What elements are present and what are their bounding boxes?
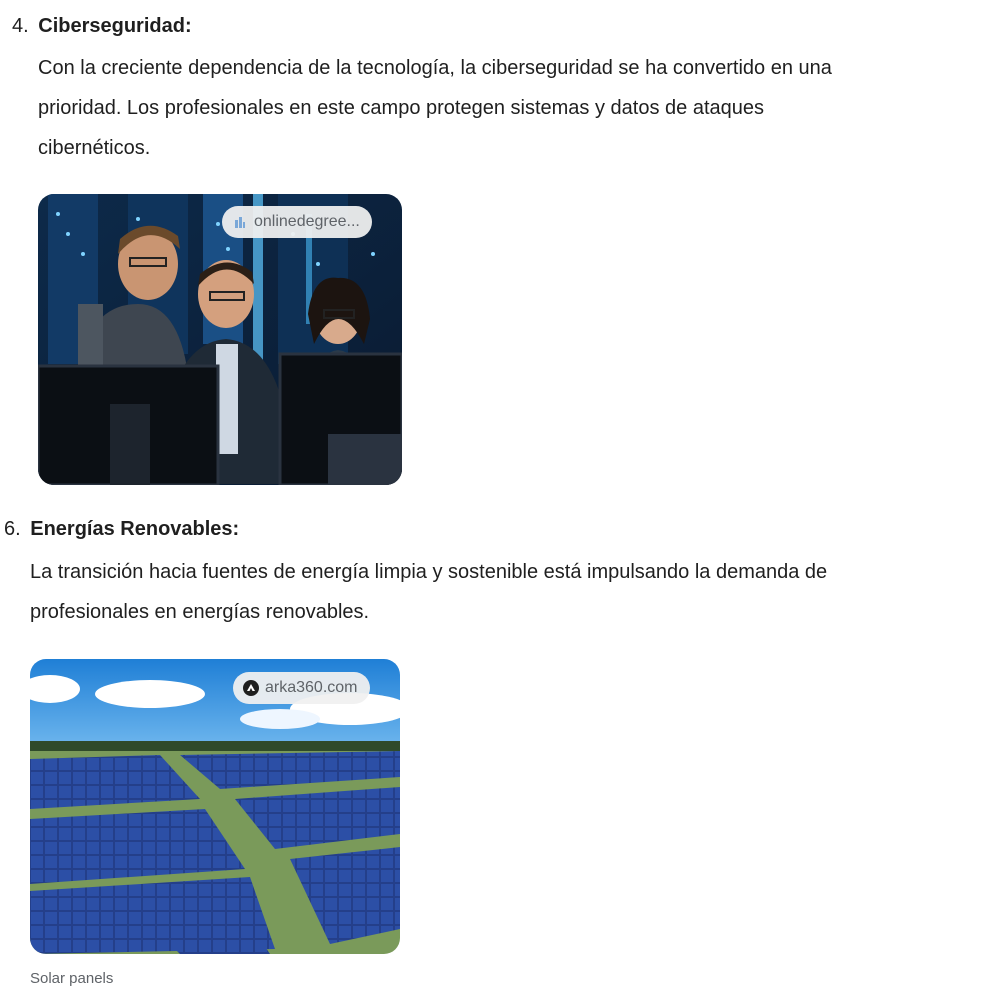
image-thumbnail[interactable] (38, 194, 402, 485)
source-chip[interactable] (222, 206, 372, 238)
arka-logo-icon (243, 680, 259, 696)
paragraph-line: La transición hacia fuentes de energía limpia y sostenible está impulsando la demanda de (30, 561, 828, 583)
section-title: Ciberseguridad: (38, 15, 192, 37)
paragraph-line: cibernéticos. (38, 137, 151, 159)
source-chip-label: arka360.com (265, 679, 358, 696)
section-paragraph (38, 48, 998, 168)
paragraph-line: profesionales en energías renovables. (30, 601, 370, 623)
list-number: 6. (4, 518, 21, 540)
paragraph-line: prioridad. Los profesionales en este campo protegen sistemas y datos de ataques (38, 97, 764, 119)
list-number: 4. (12, 15, 29, 37)
section-title: Energías Renovables: (30, 518, 240, 540)
section-heading (12, 15, 192, 38)
image-caption: Solar panels (30, 970, 114, 987)
source-chip[interactable] (233, 672, 370, 704)
paragraph-line: Con la creciente dependencia de la tecnología, la ciberseguridad se ha convertido en una (38, 57, 832, 79)
favicon-icon (232, 214, 248, 230)
section-paragraph (30, 552, 998, 632)
image-thumbnail[interactable] (30, 659, 400, 954)
section-heading (4, 518, 239, 541)
source-chip-label: onlinedegree... (254, 213, 360, 230)
